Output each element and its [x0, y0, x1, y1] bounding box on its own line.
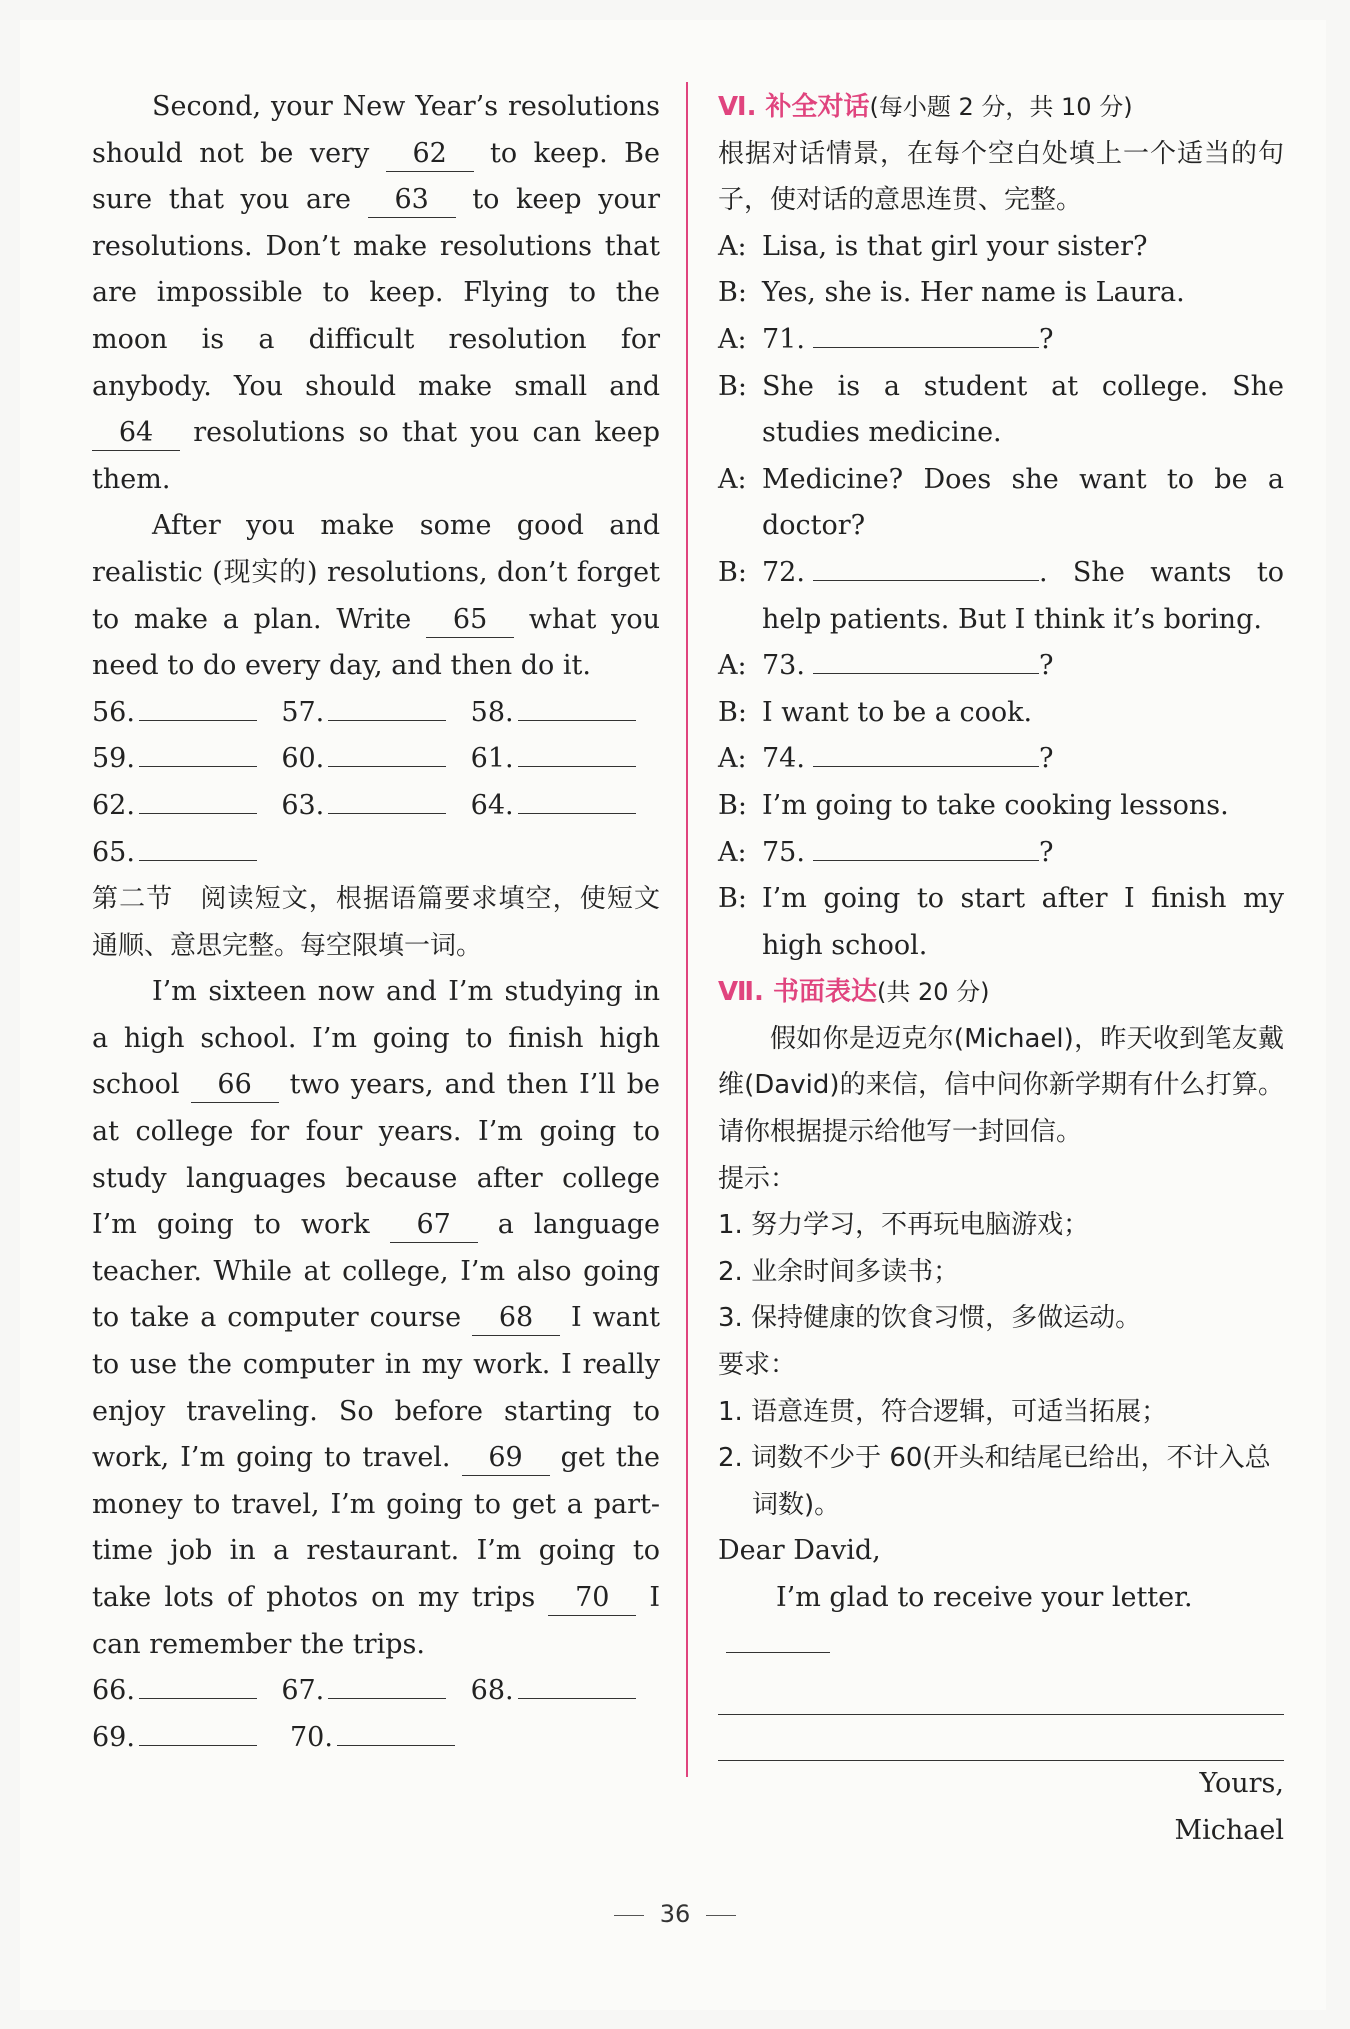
text: I’m sixteen now and I’m studying in a high school. I’m going to finish high school	[92, 976, 660, 1101]
answer-blank-67[interactable]	[328, 1668, 446, 1699]
dialog-sentence: 74.	[762, 743, 805, 775]
answer-blank-66[interactable]	[139, 1668, 257, 1699]
letter-opening-line	[718, 1575, 1284, 1668]
section6-instruction: 根据对话情景，在每个空白处填上一个适当的句子，使对话的意思连贯、完整。	[718, 138, 1284, 216]
blank-66[interactable]: 66	[191, 1068, 279, 1103]
dialog-answer-blank[interactable]	[813, 550, 1039, 581]
dialog-sentence: I’m going to take cooking lessons.	[762, 789, 1229, 821]
hint-item: 3. 保持健康的饮食习惯，多做运动。	[718, 1303, 1142, 1334]
speaker-label: B:	[718, 370, 747, 402]
answer-blank-62[interactable]	[139, 783, 257, 814]
dialog-sentence-end: . She wants to help patients. But I think it’s boring.	[762, 556, 1284, 635]
dialog-text	[762, 736, 1284, 783]
speaker-label: B:	[718, 696, 747, 728]
answer-label: 70.	[290, 1721, 333, 1753]
passage-paragraph-1	[92, 84, 660, 503]
dialog-answer-blank[interactable]	[813, 736, 1039, 767]
section7-title: Ⅶ. 书面表达	[718, 977, 877, 1008]
speaker-label: A:	[718, 836, 747, 868]
dialog	[718, 224, 1284, 970]
speaker-label: B:	[718, 556, 747, 588]
text: a language teacher. While at college, I’m also going to take a computer course	[92, 1209, 660, 1334]
answer-label: 61.	[470, 743, 514, 775]
text: two years, and then I’ll be at college for four years. I’m going to study languages because after college I’m going to work	[92, 1069, 660, 1241]
answer-row	[92, 783, 660, 830]
answer-blank-70[interactable]	[337, 1715, 455, 1746]
dialog-sentence: She is a student at college. She studies medicine.	[762, 370, 1284, 449]
dialog-text	[762, 830, 1284, 877]
right-column	[718, 84, 1284, 1855]
left-column	[92, 84, 660, 1761]
answer-blank-68[interactable]	[518, 1668, 636, 1699]
text: get the money to travel, I’m going to get a part-time job in a restaurant. I’m going to take lots of photos on my trips	[92, 1442, 660, 1613]
page-number	[0, 1900, 1350, 1928]
answer-blank-57[interactable]	[328, 690, 446, 721]
text: resolutions so that you can keep them.	[92, 417, 660, 495]
text: to keep. Be sure that you are	[92, 137, 661, 216]
blank-62[interactable]: 62	[386, 137, 474, 172]
section7-note: (共 20 分)	[876, 978, 990, 1007]
section6-note: (每小题 2 分，共 10 分)	[869, 93, 1133, 121]
dialog-text	[762, 876, 1284, 969]
requirement-label: 要求：	[718, 1350, 797, 1381]
blank-68[interactable]: 68	[472, 1301, 560, 1336]
blank-70[interactable]: 70	[548, 1581, 636, 1616]
dialog-sentence-end: ?	[1038, 650, 1054, 682]
letter-closing: Yours,	[1199, 1768, 1284, 1800]
hint-item: 2. 业余时间多读书；	[718, 1256, 960, 1287]
speaker-label: A:	[718, 650, 747, 682]
answer-label: 62.	[92, 789, 135, 821]
answer-label: 65.	[92, 836, 135, 868]
writing-blank[interactable]	[726, 1622, 830, 1653]
dialog-text	[762, 457, 1284, 550]
answer-blank-59[interactable]	[139, 736, 257, 767]
dialog-line	[718, 317, 1284, 364]
answer-grid-56-65	[92, 690, 660, 876]
section2-heading: 第二节 阅读短文，根据语篇要求填空，使短文通顺、意思完整。每空限填一词。	[92, 884, 660, 961]
answer-blank-69[interactable]	[139, 1715, 257, 1746]
dialog-sentence-end: ?	[1038, 743, 1054, 775]
passage-paragraph-3	[92, 969, 660, 1668]
dialog-sentence-end: ?	[1038, 323, 1054, 355]
answer-grid-66-70	[92, 1668, 660, 1761]
dialog-sentence: 72.	[762, 556, 805, 588]
page-number-text: 36	[659, 1900, 691, 1928]
column-divider	[686, 82, 688, 1777]
answer-label: 57.	[281, 696, 325, 728]
dialog-text	[762, 550, 1284, 643]
answer-blank-61[interactable]	[518, 736, 636, 767]
passage-paragraph-2	[92, 503, 660, 689]
dialog-line	[718, 364, 1284, 457]
text: Second, your New Year’s resolutions should not be very	[92, 91, 660, 169]
dialog-line	[718, 224, 1284, 271]
speaker-label: B:	[718, 883, 747, 915]
dialog-sentence: I’m going to start after I finish my high school.	[762, 883, 1284, 961]
dialog-text	[762, 643, 1284, 690]
answer-label: 64.	[470, 789, 514, 821]
dialog-line	[718, 690, 1284, 737]
answer-blank-60[interactable]	[328, 736, 446, 767]
speaker-label: A:	[718, 323, 747, 355]
answer-label: 69.	[92, 1721, 135, 1753]
dialog-text	[762, 783, 1284, 830]
dialog-answer-blank[interactable]	[813, 830, 1039, 861]
text: I can remember the trips.	[92, 1582, 660, 1660]
answer-row	[92, 1668, 660, 1715]
section6-header	[718, 84, 1284, 131]
writing-line[interactable]	[718, 1715, 1284, 1762]
blank-63[interactable]: 63	[368, 183, 456, 218]
writing-line[interactable]	[718, 1668, 1284, 1715]
dialog-text	[762, 364, 1284, 457]
speaker-label: A:	[718, 463, 747, 495]
requirement-item: 2. 词数不少于 60(开头和结尾已给出，不计入总词数)。	[718, 1443, 1271, 1520]
dialog-line	[718, 270, 1284, 317]
dialog-sentence: 71.	[762, 323, 805, 355]
section7-header	[718, 969, 1284, 1016]
section6-title: Ⅵ. 补全对话	[718, 92, 870, 122]
text: to keep your resolutions. Don’t make resolutions that are impossible to keep. Flying to the moon is a difficult resolution for anybody. You should make small and	[92, 184, 661, 402]
text: I want to use the computer in my work. I really enjoy traveling. So before starting to work, I’m going to travel.	[92, 1302, 661, 1474]
dialog-sentence: I want to be a cook.	[762, 696, 1033, 728]
hint-label: 提示：	[718, 1163, 797, 1194]
answer-label: 63.	[281, 789, 325, 821]
hint-item: 1. 努力学习，不再玩电脑游戏；	[718, 1210, 1090, 1241]
dialog-answer-blank[interactable]	[813, 643, 1039, 674]
letter-opening: I’m glad to receive your letter.	[776, 1582, 1193, 1613]
dialog-sentence-end: ?	[1038, 836, 1054, 868]
dialog-text	[762, 690, 1284, 737]
speaker-label: B:	[718, 789, 747, 821]
answer-row	[92, 1715, 660, 1762]
answer-label: 56.	[92, 696, 135, 728]
answer-label: 68.	[470, 1675, 514, 1707]
dialog-sentence: 75.	[762, 836, 805, 868]
answer-row	[92, 830, 660, 877]
dash	[614, 1915, 644, 1916]
text: what you need to do every day, and then do it.	[92, 603, 660, 682]
answer-blank-63[interactable]	[328, 783, 446, 814]
dialog-text	[762, 317, 1284, 364]
dialog-text	[762, 270, 1284, 317]
answer-label: 66.	[92, 1675, 135, 1707]
dialog-sentence: 73.	[762, 650, 805, 682]
speaker-label: B:	[718, 277, 747, 309]
answer-blank-65[interactable]	[139, 830, 257, 861]
answer-label: 67.	[281, 1675, 325, 1707]
dialog-sentence: Lisa, is that girl your sister?	[762, 230, 1148, 262]
letter-signature: Michael	[1174, 1814, 1284, 1846]
blank-65[interactable]: 65	[426, 603, 514, 638]
answer-row	[92, 736, 660, 783]
dialog-line	[718, 550, 1284, 643]
speaker-label: A:	[718, 743, 747, 775]
answer-label: 60.	[281, 743, 325, 775]
answer-label: 58.	[470, 696, 514, 728]
dialog-line	[718, 736, 1284, 783]
blank-67[interactable]: 67	[390, 1208, 478, 1243]
answer-label: 59.	[92, 743, 135, 775]
dialog-sentence: Medicine? Does she want to be a doctor?	[762, 463, 1284, 542]
dialog-line	[718, 783, 1284, 830]
text: After you make some good and realistic (现实的) resolutions, don’t forget to make a plan. Write	[92, 510, 660, 635]
answer-row	[92, 690, 660, 737]
dialog-line	[718, 830, 1284, 877]
requirement-item: 1. 语意连贯，符合逻辑，可适当拓展；	[718, 1396, 1168, 1427]
answer-blank-58[interactable]	[518, 690, 636, 721]
dialog-text	[762, 224, 1284, 271]
letter-greeting: Dear David,	[718, 1535, 881, 1567]
dialog-sentence: Yes, she is. Her name is Laura.	[762, 277, 1185, 309]
answer-blank-64[interactable]	[518, 783, 636, 814]
answer-blank-56[interactable]	[139, 690, 257, 721]
dialog-answer-blank[interactable]	[813, 317, 1039, 348]
blank-69[interactable]: 69	[462, 1441, 550, 1476]
section7-intro: 假如你是迈克尔(Michael)，昨天收到笔友戴维(David)的来信，信中问你新学期有什么打算。请你根据提示给他写一封回信。	[718, 1023, 1284, 1148]
dialog-line	[718, 876, 1284, 969]
speaker-label: A:	[718, 230, 747, 262]
dash	[706, 1915, 736, 1916]
blank-64[interactable]: 64	[92, 416, 180, 451]
dialog-line	[718, 457, 1284, 550]
dialog-line	[718, 643, 1284, 690]
